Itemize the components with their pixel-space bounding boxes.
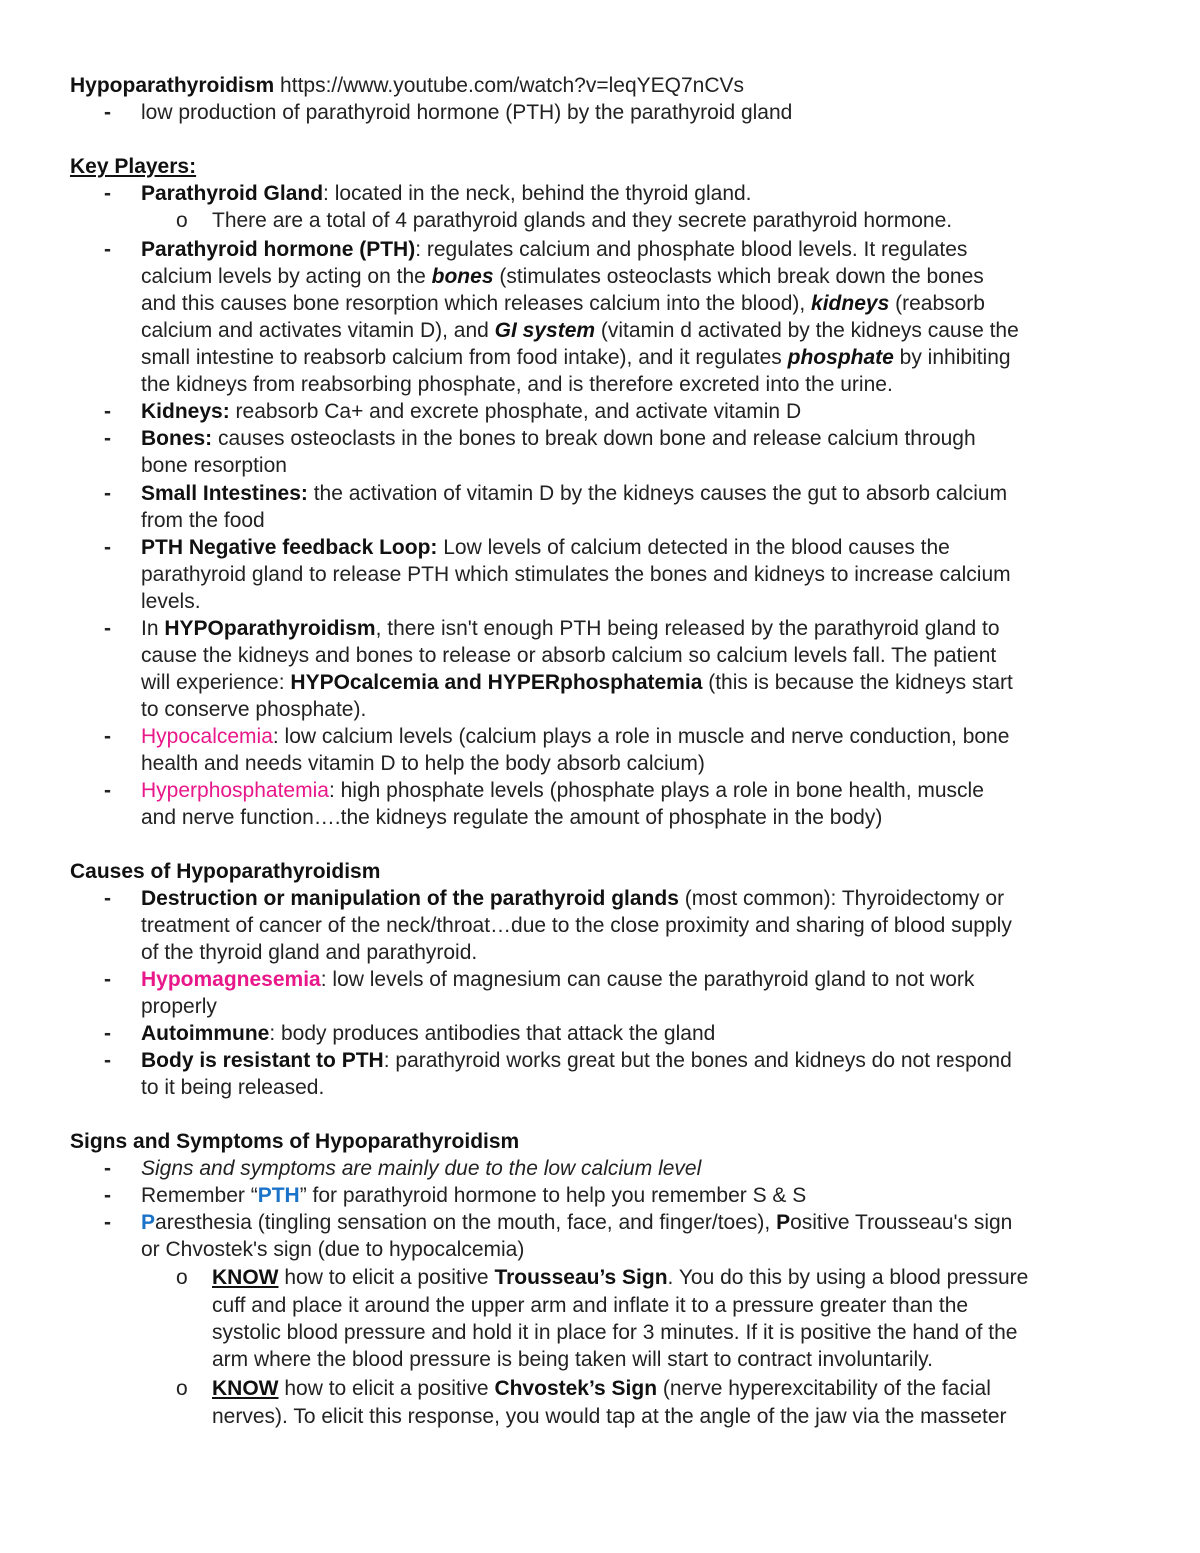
bullet-dash: - — [104, 1049, 111, 1072]
list-item-cont: of the thyroid gland and parathyroid. — [141, 941, 478, 964]
bullet-dash: - — [104, 779, 111, 802]
list-item: Signs and symptoms are mainly due to the low calcium level — [141, 1157, 702, 1180]
bullet-dash: - — [104, 238, 111, 261]
sub-list-item-cont: nerves). To elicit this response, you would tap at the angle of the jaw via the masseter — [212, 1405, 1007, 1428]
list-item: Parathyroid hormone (PTH): regulates calcium and phosphate blood levels. It regulates — [141, 238, 968, 261]
sub-list-item-cont: systolic blood pressure and hold it in place for 3 minutes. If it is positive the hand of the — [212, 1321, 1018, 1344]
list-item-cont: to it being released. — [141, 1076, 325, 1099]
bullet-dash: - — [104, 1184, 111, 1207]
bullet-dash: - — [104, 725, 111, 748]
sub-bullet: o — [176, 1377, 188, 1400]
list-item: Remember “PTH” for parathyroid hormone to help you remember S & S — [141, 1184, 807, 1207]
list-item: Body is resistant to PTH: parathyroid works great but the bones and kidneys do not respond — [141, 1049, 1012, 1072]
sub-list-item-cont: arm where the blood pressure is being taken will start to contract involuntarily. — [212, 1348, 933, 1371]
bullet-dash: - — [104, 427, 111, 450]
list-item: Paresthesia (tingling sensation on the mouth, face, and finger/toes), Positive Trousseau's sign — [141, 1211, 1013, 1234]
bullet-dash: - — [104, 482, 111, 505]
list-item-cont: bone resorption — [141, 454, 287, 477]
list-item: Kidneys: reabsorb Ca+ and excrete phosphate, and activate vitamin D — [141, 400, 802, 423]
causes-heading: Causes of Hypoparathyroidism — [70, 860, 381, 883]
sub-list-item: There are a total of 4 parathyroid glands and they secrete parathyroid hormone. — [212, 209, 953, 232]
list-item-cont: health and needs vitamin D to help the body absorb calcium) — [141, 752, 705, 775]
bullet-dash: - — [104, 887, 111, 910]
list-item-cont: treatment of cancer of the neck/throat…due to the close proximity and sharing of blood supply — [141, 914, 1012, 937]
list-item-cont: and nerve function….the kidneys regulate the amount of phosphate in the body) — [141, 806, 883, 829]
list-item-cont: cause the kidneys and bones to release or absorb calcium so calcium levels fall. The patient — [141, 644, 997, 667]
list-item-cont: calcium and activates vitamin D), and GI system (vitamin d activated by the kidneys cause the — [141, 319, 1019, 342]
list-item-cont: small intestine to reabsorb calcium from food intake), and it regulates phosphate by inhibiting — [141, 346, 1011, 369]
list-item-cont: levels. — [141, 590, 201, 613]
list-item: In HYPOparathyroidism, there isn't enough PTH being released by the parathyroid gland to — [141, 617, 1000, 640]
intro-text: low production of parathyroid hormone (PTH) by the parathyroid gland — [141, 101, 793, 124]
list-item: Parathyroid Gland: located in the neck, behind the thyroid gland. — [141, 182, 752, 205]
list-item: Hyperphosphatemia: high phosphate levels (phosphate plays a role in bone health, muscle — [141, 779, 984, 802]
sub-list-item-cont: cuff and place it around the upper arm and inflate it to a pressure greater than the — [212, 1294, 969, 1317]
list-item: Bones: causes osteoclasts in the bones to break down bone and release calcium through — [141, 427, 976, 450]
list-item-cont: will experience: HYPOcalcemia and HYPERphosphatemia (this is because the kidneys start — [141, 671, 1013, 694]
list-item: PTH Negative feedback Loop: Low levels of calcium detected in the blood causes the — [141, 536, 950, 559]
list-item-cont: properly — [141, 995, 217, 1018]
bullet-dash: - — [104, 536, 111, 559]
page-title: Hypoparathyroidism — [70, 74, 275, 97]
list-item-cont: and this causes bone resorption which releases calcium into the blood), kidneys (reabsorb — [141, 292, 985, 315]
list-item: Destruction or manipulation of the parathyroid glands (most common): Thyroidectomy or — [141, 887, 1005, 910]
list-item-cont: or Chvostek's sign (due to hypocalcemia) — [141, 1238, 525, 1261]
bullet-dash: - — [104, 968, 111, 991]
list-item: Hypomagnesemia: low levels of magnesium can cause the parathyroid gland to not work — [141, 968, 975, 991]
list-item-cont: parathyroid gland to release PTH which stimulates the bones and kidneys to increase calcium — [141, 563, 1011, 586]
sub-list-item: KNOW how to elicit a positive Chvostek’s Sign (nerve hyperexcitability of the facial — [212, 1377, 991, 1400]
list-item-cont: from the food — [141, 509, 265, 532]
list-item-cont: calcium levels by acting on the bones (stimulates osteoclasts which break down the bones — [141, 265, 984, 288]
list-item: Hypocalcemia: low calcium levels (calcium plays a role in muscle and nerve conduction, bone — [141, 725, 1010, 748]
bullet-dash: - — [104, 182, 111, 205]
bullet-dash: - — [104, 1211, 111, 1234]
bullet-dash: - — [104, 1022, 111, 1045]
sub-bullet: o — [176, 209, 188, 232]
bullet-dash: - — [104, 101, 111, 124]
bullet-dash: - — [104, 400, 111, 423]
bullet-dash: - — [104, 617, 111, 640]
list-item-cont: the kidneys from reabsorbing phosphate, and is therefore excreted into the urine. — [141, 373, 893, 396]
list-item: Small Intestines: the activation of vitamin D by the kidneys causes the gut to absorb calcium — [141, 482, 1008, 505]
bullet-dash: - — [104, 1157, 111, 1180]
list-item: Autoimmune: body produces antibodies that attack the gland — [141, 1022, 716, 1045]
title-line — [70, 72, 744, 99]
sub-list-item: KNOW how to elicit a positive Trousseau’s Sign. You do this by using a blood pressure — [212, 1266, 1029, 1289]
video-link[interactable]: https://www.youtube.com/watch?v=leqYEQ7nCVs — [274, 74, 745, 97]
sub-bullet: o — [176, 1266, 188, 1289]
signs-heading: Signs and Symptoms of Hypoparathyroidism — [70, 1130, 520, 1153]
list-item-cont: to conserve phosphate). — [141, 698, 367, 721]
key-players-heading: Key Players: — [70, 155, 197, 178]
